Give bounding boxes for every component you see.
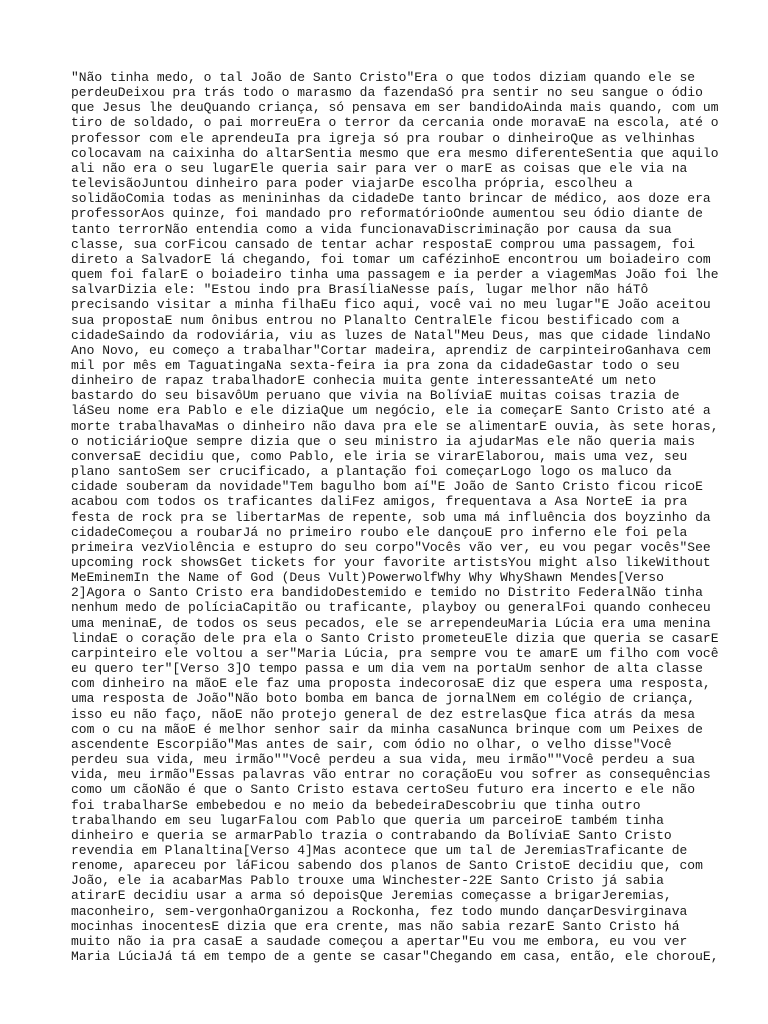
document-page [71,70,719,965]
text-line: com o cu na mãoE é melhor senhor sair da minha casaNunca brinque com um Peixes de [71,721,703,737]
text-line: quem foi falarE o boiadeiro tinha uma passagem e ia perder a viagemMas João foi lhe [71,267,719,283]
text-line: salvarDizia ele: "Estou indo pra BrasíliaNesse país, lugar melhor não háTô [71,282,649,298]
text-line: com dinheiro na mãoE ele faz uma proposta indecorosaE diz que espera uma resposta, [71,676,711,692]
text-line: festa de rock pra se libertarMas de repente, sob uma má influência dos boyzinho da [71,509,711,525]
text-line: muito não ia pra casaE a saudade começou a apertar"Eu vou me embora, eu vou ver [71,933,688,949]
text-line: tanto terrorNão entendia como a vida funcionavaDiscriminação por causa da sua [71,221,672,237]
text-line: cidadeSaindo da rodoviária, viu as luzes de Natal"Meu Deus, mas que cidade lindaNo [71,327,711,343]
text-line: primeira vezViolência e estupro do seu corpo"Vocês vão ver, eu vou pegar vocês"See [71,539,711,555]
text-line: colocavam na caixinha do altarSentia mesmo que era mesmo diferenteSentia que aquilo [71,145,719,161]
text-line: renome, apareceu por láFicou sabendo dos planos de Santo CristoE decidiu que, com [71,858,703,874]
text-line: cidade souberam da novidade"Tem bagulho bom aí"E João de Santo Cristo ficou ricoE [71,479,703,495]
text-line: perdeuDeixou pra trás todo o marasmo da fazendaSó pra sentir no seu sangue o ódio [71,85,703,101]
text-line: ali não era o seu lugarEle queria sair para ver o marE as coisas que ele via na [71,160,688,176]
text-line: que Jesus lhe deuQuando criança, só pensava em ser bandidoAinda mais quando, com um [71,100,719,116]
text-line: maconheiro, sem-vergonhaOrganizou a Rockonha, fez todo mundo dançarDesvirginava [71,903,688,919]
text-line: bastardo do seu bisavôUm peruano que vivia na BolíviaE muitas coisas trazia de [71,388,680,404]
text-line: uma meninaE, de todos os seus pecados, ele se arrependeuMaria Lúcia era uma menina [71,615,711,631]
text-line: direto a SalvadorE lá chegando, foi tomar um cafézinhoE encontrou um boiadeiro com [71,251,711,267]
text-line: o noticiárioQue sempre dizia que o seu ministro ia ajudarMas ele não queria mais [71,433,696,449]
text-line: isso eu não faço, nãoE não protejo general de dez estrelasQue fica atrás da mesa [71,706,696,722]
text-line: foi trabalharSe embebedou e no meio da bebedeiraDescobriu que tinha outro [71,797,641,813]
text-line: eu quero ter"[Verso 3]O tempo passa e um dia vem na portaUm senhor de alta classe [71,661,703,677]
text-line: mil por mês em TaguatingaNa sexta-feira ia pra zona da cidadeGastar todo o seu [71,357,680,373]
text-line: vida, meu irmão"Essas palavras vão entrar no coraçãoEu vou sofrer as consequências [71,767,711,783]
text-line: lindaE o coração dele pra ela o Santo Cristo prometeuEle dizia que queria se casarE [71,630,719,646]
text-line: professor com ele aprendeuIa pra igreja só pra roubar o dinheiroQue as velhinhas [71,130,696,146]
text-line: mocinhas inocentesE dizia que era crente, mas não sabia rezarE Santo Cristo há [71,918,680,934]
text-line: nenhum medo de políciaCapitão ou traficante, playboy ou generalFoi quando conheceu [71,600,711,616]
lyrics-text [71,70,719,965]
text-line: plano santoSem ser crucificado, a plantação foi começarLogo logo os maluco da [71,464,672,480]
text-line: atirarE decidiu usar a arma só depoisQue Jeremias começasse a brigarJeremias, [71,888,672,904]
text-line: morte trabalhavaMas o dinheiro não dava pra ele se alimentarE ouvia, às sete horas, [71,418,719,434]
text-line: upcoming rock showsGet tickets for your favorite artistsYou might also likeWithout [71,555,711,570]
text-line: perdeu sua vida, meu irmão""Você perdeu a sua vida, meu irmão""Você perdeu a sua [71,752,696,768]
text-line: sua propostaE num ônibus entrou no Planalto CentralEle ficou bestificado com a [71,312,680,328]
text-line: acabou com todos os traficantes daliFez amigos, frequentava a Asa NorteE ia pra [71,494,688,510]
text-line: cidadeComeçou a roubarJá no primeiro roubo ele dançouE pro inferno ele foi pela [71,524,688,540]
text-line: conversaE decidiu que, como Pablo, ele iria se virarElaborou, mais uma vez, seu [71,448,688,464]
text-line: precisando visitar a minha filhaEu fico aqui, você vai no meu lugar"E João aceitou [71,297,711,313]
text-line: MeEminemIn the Name of God (Deus Vult)PowerwolfWhy Why WhyShawn Mendes[Verso [71,570,664,586]
text-line: Ano Novo, eu começo a trabalhar"Cortar madeira, aprendiz de carpinteiroGanhava cem [71,342,711,358]
text-line: professorAos quinze, foi mandado pro reformatórioOnde aumentou seu ódio diante de [71,206,703,222]
text-line: trabalhando em seu lugarFalou com Pablo que queria um parceiroE também tinha [71,812,664,828]
text-line: tiro de soldado, o pai morreuEra o terror da cercania onde moravaE na escola, até o [71,115,719,131]
text-line: "Não tinha medo, o tal João de Santo Cristo"Era o que todos diziam quando ele se [71,70,696,85]
text-line: classe, sua corFicou cansado de tentar achar respostaE comprou uma passagem, foi [71,236,696,252]
text-line: uma resposta de João"Não boto bomba em banca de jornalNem em colégio de criança, [71,691,696,707]
text-line: Maria LúciaJá tá em tempo de a gente se casar"Chegando em casa, então, ele chorouE, [71,949,719,965]
text-line: solidãoComia todas as menininhas da cidadeDe tanto brincar de médico, aos doze era [71,191,711,207]
text-line: 2]Agora o Santo Cristo era bandidoDestemido e temido no Distrito FederalNão tinha [71,585,703,601]
text-line: láSeu nome era Pablo e ele diziaQue um negócio, ele ia começarE Santo Cristo até a [71,403,711,419]
text-line: João, ele ia acabarMas Pablo trouxe uma Winchester-22E Santo Cristo já sabia [71,873,664,889]
text-line: ascendente Escorpião"Mas antes de sair, com ódio no olhar, o velho disse"Você [71,736,672,752]
text-line: como um cãoNão é que o Santo Cristo estava certoSeu futuro era incerto e ele não [71,782,696,798]
text-line: televisãoJuntou dinheiro para poder viajarDe escolha própria, escolheu a [71,176,633,192]
text-line: dinheiro e queria se armarPablo trazia o contrabando da BolíviaE Santo Cristo [71,827,672,843]
text-line: carpinteiro ele voltou a ser"Maria Lúcia, pra sempre vou te amarE um filho com você [71,645,719,661]
text-line: revendia em Planaltina[Verso 4]Mas acontece que um tal de JeremiasTraficante de [71,842,688,858]
text-line: dinheiro de rapaz trabalhadorE conhecia muita gente interessanteAté um neto [71,373,657,389]
